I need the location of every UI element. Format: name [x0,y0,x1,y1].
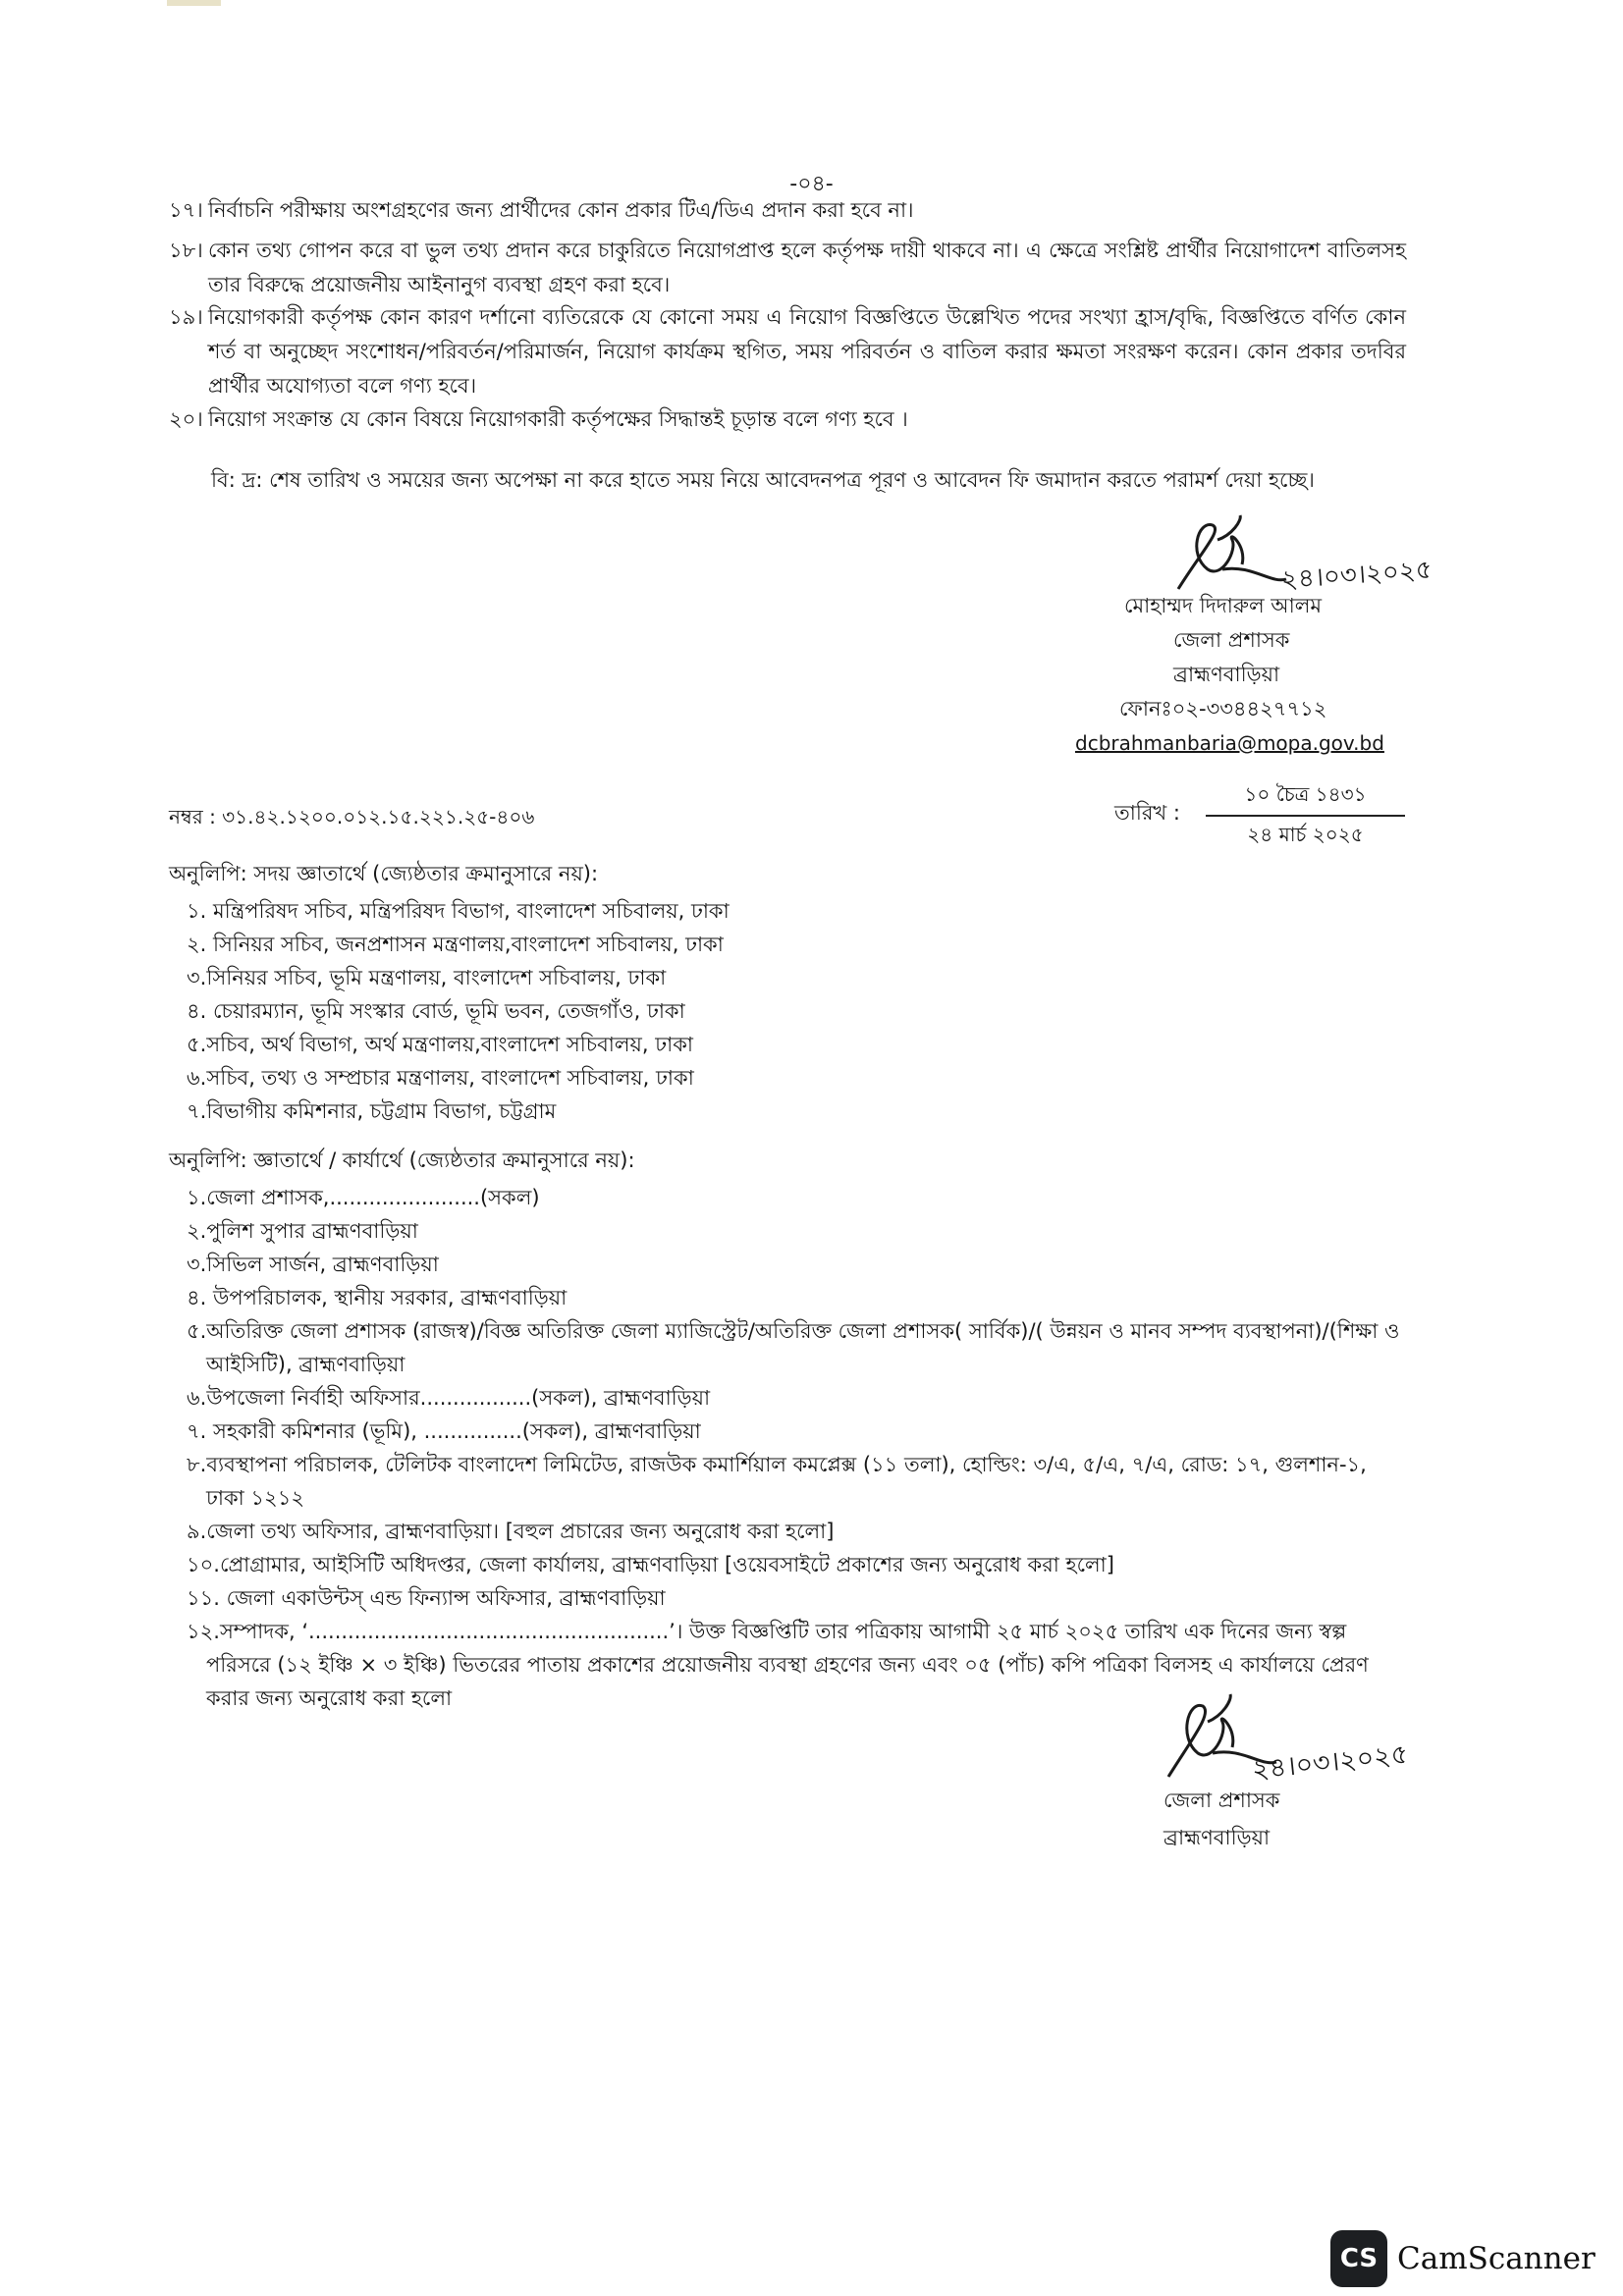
condition-number: ১৮। [169,239,203,262]
copy-action-list [187,1181,1404,1715]
condition-number: ১৭। [169,198,203,222]
second-signatory-block [1163,1782,1279,1856]
list-item: ৩.সিভিল সার্জন, ব্রাহ্মণবাড়িয়া [187,1253,439,1276]
condition-number: ১৯। [169,305,203,329]
list-item: ১. মন্ত্রিপরিষদ সচিব, মন্ত্রিপরিষদ বিভাগ, বাংলাদেশ সচিবালয়, ঢাকা [187,899,730,923]
list-item: ৯.জেলা তথ্য অফিসার, ব্রাহ্মণবাড়িয়া। [বহুল প্রচারের জন্য অনুরোধ করা হলো] [187,1520,835,1543]
camscanner-text: CamScanner [1397,2241,1596,2276]
signatory-email[interactable]: dcbrahmanbaria@mopa.gov.bd [1075,731,1384,755]
signatory-name: মোহাম্মদ দিদারুল আলম [1124,594,1323,617]
memo-number: নম্বর : ৩১.৪২.১২০০.০১২.১৫.২২১.২৫-৪০৬ [169,805,535,828]
condition-number: ২০। [169,407,203,431]
condition-text: কোন তথ্য গোপন করে বা ভুল তথ্য প্রদান করে চাকুরিতে নিয়োগপ্রাপ্ত হলে কর্তৃপক্ষ দায়ী থাকবে না। এ ক্ষেত্রে সংশ্লিষ্ট প্রার্থীর নিয়োগাদেশ বাতিলসহ তার বিরুদ্ধে প্রয়োজনীয় আইনানুগ ব্যবস্থা গ্রহণ করা হবে। [208,239,1406,296]
list-item: ৪. চেয়ারম্যান, ভূমি সংস্কার বোর্ড, ভূমি ভবন, তেজগাঁও, ঢাকা [187,999,685,1023]
copy-info-list [187,894,1426,1128]
scan-edge-mark [167,0,221,6]
date-bangla: ১০ চৈত্র ১৪৩১ [1244,782,1367,806]
date-divider [1206,815,1405,817]
list-item: ১২.সম্পাদক, ‘.......................................................’। উক্ত বিজ্ঞপ্তিটি তার পত্রিকায় আগামী ২৫ মার্চ ২০২৫ তারিখ এক দিনের জন্য স্বল্প পরিসরে (১২ ইঞ্চি × ৩ ইঞ্চি) ভিতরের পাতায় প্রকাশের প্রয়োজনীয় ব্যবস্থা গ্রহণের জন্য এবং ০৫ (পাঁচ) কপি পত্রিকা বিলসহ এ কার্যালয়ে প্রেরণ করার জন্য অনুরোধ করা হলো [187,1620,1369,1710]
list-item: ৮.ব্যবস্থাপনা পরিচালক, টেলিটক বাংলাদেশ লিমিটেড, রাজউক কমার্শিয়াল কমপ্লেক্স (১১ তলা), হোল্ডিং: ৩/এ, ৫/এ, ৭/এ, রোড: ১৭, গুলশান-১, ঢাকা ১২১২ [187,1453,1367,1510]
copy-info-heading: অনুলিপি: সদয় জ্ঞাতার্থে (জ্যেষ্ঠতার ক্রমানুসারে নয়): [169,862,599,885]
camscanner-logo-icon: CS [1330,2230,1387,2287]
condition-text: নির্বাচনি পরীক্ষায় অংশগ্রহণের জন্য প্রার্থীদের কোন প্রকার টিএ/ডিএ প্রদান করা হবে না। [208,198,914,222]
camscanner-watermark [1330,2230,1596,2287]
signatory-phone: ফোনঃ০২-৩৩৪৪২৭৭১২ [1119,697,1327,721]
signatory-district: ব্রাহ্মণবাড়িয়া [1173,663,1280,686]
list-item: ১০.প্রোগ্রামার, আইসিটি অধিদপ্তর, জেলা কার্যালয়, ব্রাহ্মণবাড়িয়া [ওয়েবসাইটে প্রকাশের জন্য অনুরোধ করা হলো] [187,1553,1114,1576]
page-number: -০৪- [789,172,834,196]
list-item: ৩.সিনিয়র সচিব, ভূমি মন্ত্রণালয়, বাংলাদেশ সচিবালয়, ঢাকা [187,966,667,989]
condition-17 [169,193,1406,228]
note-text: বি: দ্র: শেষ তারিখ ও সময়ের জন্য অপেক্ষা না করে হাতে সময় নিয়ে আবেদনপত্র পূরণ ও আবেদন ফি জমাদান করতে পরামর্শ দেয়া হচ্ছে। [211,468,1315,492]
list-item: ২. সিনিয়র সচিব, জনপ্রশাসন মন্ত্রণালয়,বাংলাদেশ সচিবালয়, ঢাকা [187,933,724,956]
list-item: ৪. উপপরিচালক, স্থানীয় সরকার, ব্রাহ্মণবাড়িয়া [187,1286,568,1309]
list-item: ২.পুলিশ সুপার ব্রাহ্মণবাড়িয়া [187,1219,418,1243]
condition-18 [169,234,1406,302]
memo-date [1206,780,1405,853]
date-gregorian: ২৪ মার্চ ২০২৫ [1247,823,1364,846]
signature-date: ২৪।০৩।২০২৫ [1250,1738,1410,1787]
signature-date: ২৪।০৩।২০২৫ [1280,555,1434,596]
condition-20 [169,402,1406,437]
condition-19 [169,300,1406,403]
signatory-designation: জেলা প্রশাসক [1163,1789,1280,1812]
condition-text: নিয়োগ সংক্রান্ত যে কোন বিষয়ে নিয়োগকারী কর্তৃপক্ষের সিদ্ধান্তই চূড়ান্ত বলে গণ্য হবে । [208,407,908,431]
condition-text: নিয়োগকারী কর্তৃপক্ষ কোন কারণ দর্শানো ব্যতিরেকে যে কোনো সময় এ নিয়োগ বিজ্ঞপ্তিতে উল্লেখিত পদের সংখ্যা হ্রাস/বৃদ্ধি, বিজ্ঞপ্তিতে বর্ণিত কোন শর্ত বা অনুচ্ছেদ সংশোধন/পরিবর্তন/পরিমার্জন, নিয়োগ কার্যক্রম স্থগিত, সময় পরিবর্তন ও বাতিল করার ক্ষমতা সংরক্ষণ করেন। কোন প্রকার তদবির প্রার্থীর অযোগ্যতা বলে গণ্য হবে। [208,305,1406,398]
list-item: ৭. সহকারী কমিশনার (ভূমি), ...............(সকল), ব্রাহ্মণবাড়িয়া [187,1419,701,1443]
signatory-district: ব্রাহ্মণবাড়িয়া [1163,1826,1271,1849]
signatory-designation: জেলা প্রশাসক [1173,628,1290,652]
copy-action-heading: অনুলিপি: জ্ঞাতার্থে / কার্যার্থে (জ্যেষ্ঠতার ক্রমানুসারে নয়): [169,1148,635,1172]
signatory-block [1075,589,1384,761]
list-item: ৬.সচিব, তথ্য ও সম্প্রচার মন্ত্রণালয়, বাংলাদেশ সচিবালয়, ঢাকা [187,1066,694,1090]
list-item: ১১. জেলা একাউন্টস্ এন্ড ফিন্যান্স অফিসার, ব্রাহ্মণবাড়িয়া [187,1586,666,1610]
list-item: ৫.সচিব, অর্থ বিভাগ, অর্থ মন্ত্রণালয়,বাংলাদেশ সচিবালয়, ঢাকা [187,1033,693,1056]
list-item: ১.জেলা প্রশাসক,.......................(সকল) [187,1186,540,1209]
list-item: ৬.উপজেলা নির্বাহী অফিসার.................(সকল), ব্রাহ্মণবাড়িয়া [187,1386,711,1410]
list-item: ৫.অতিরিক্ত জেলা প্রশাসক (রাজস্ব)/বিজ্ঞ অতিরিক্ত জেলা ম্যাজিস্ট্রেট/অতিরিক্ত জেলা প্রশাসক( সার্বিক)/( উন্নয়ন ও মানব সম্পদ ব্যবস্থাপনা)/(শিক্ষা ও আইসিটি), ব্রাহ্মণবাড়িয়া [187,1319,1400,1376]
list-item: ৭.বিভাগীয় কমিশনার, চট্টগ্রাম বিভাগ, চট্টগ্রাম [187,1099,557,1123]
date-label: তারিখ : [1114,801,1180,825]
